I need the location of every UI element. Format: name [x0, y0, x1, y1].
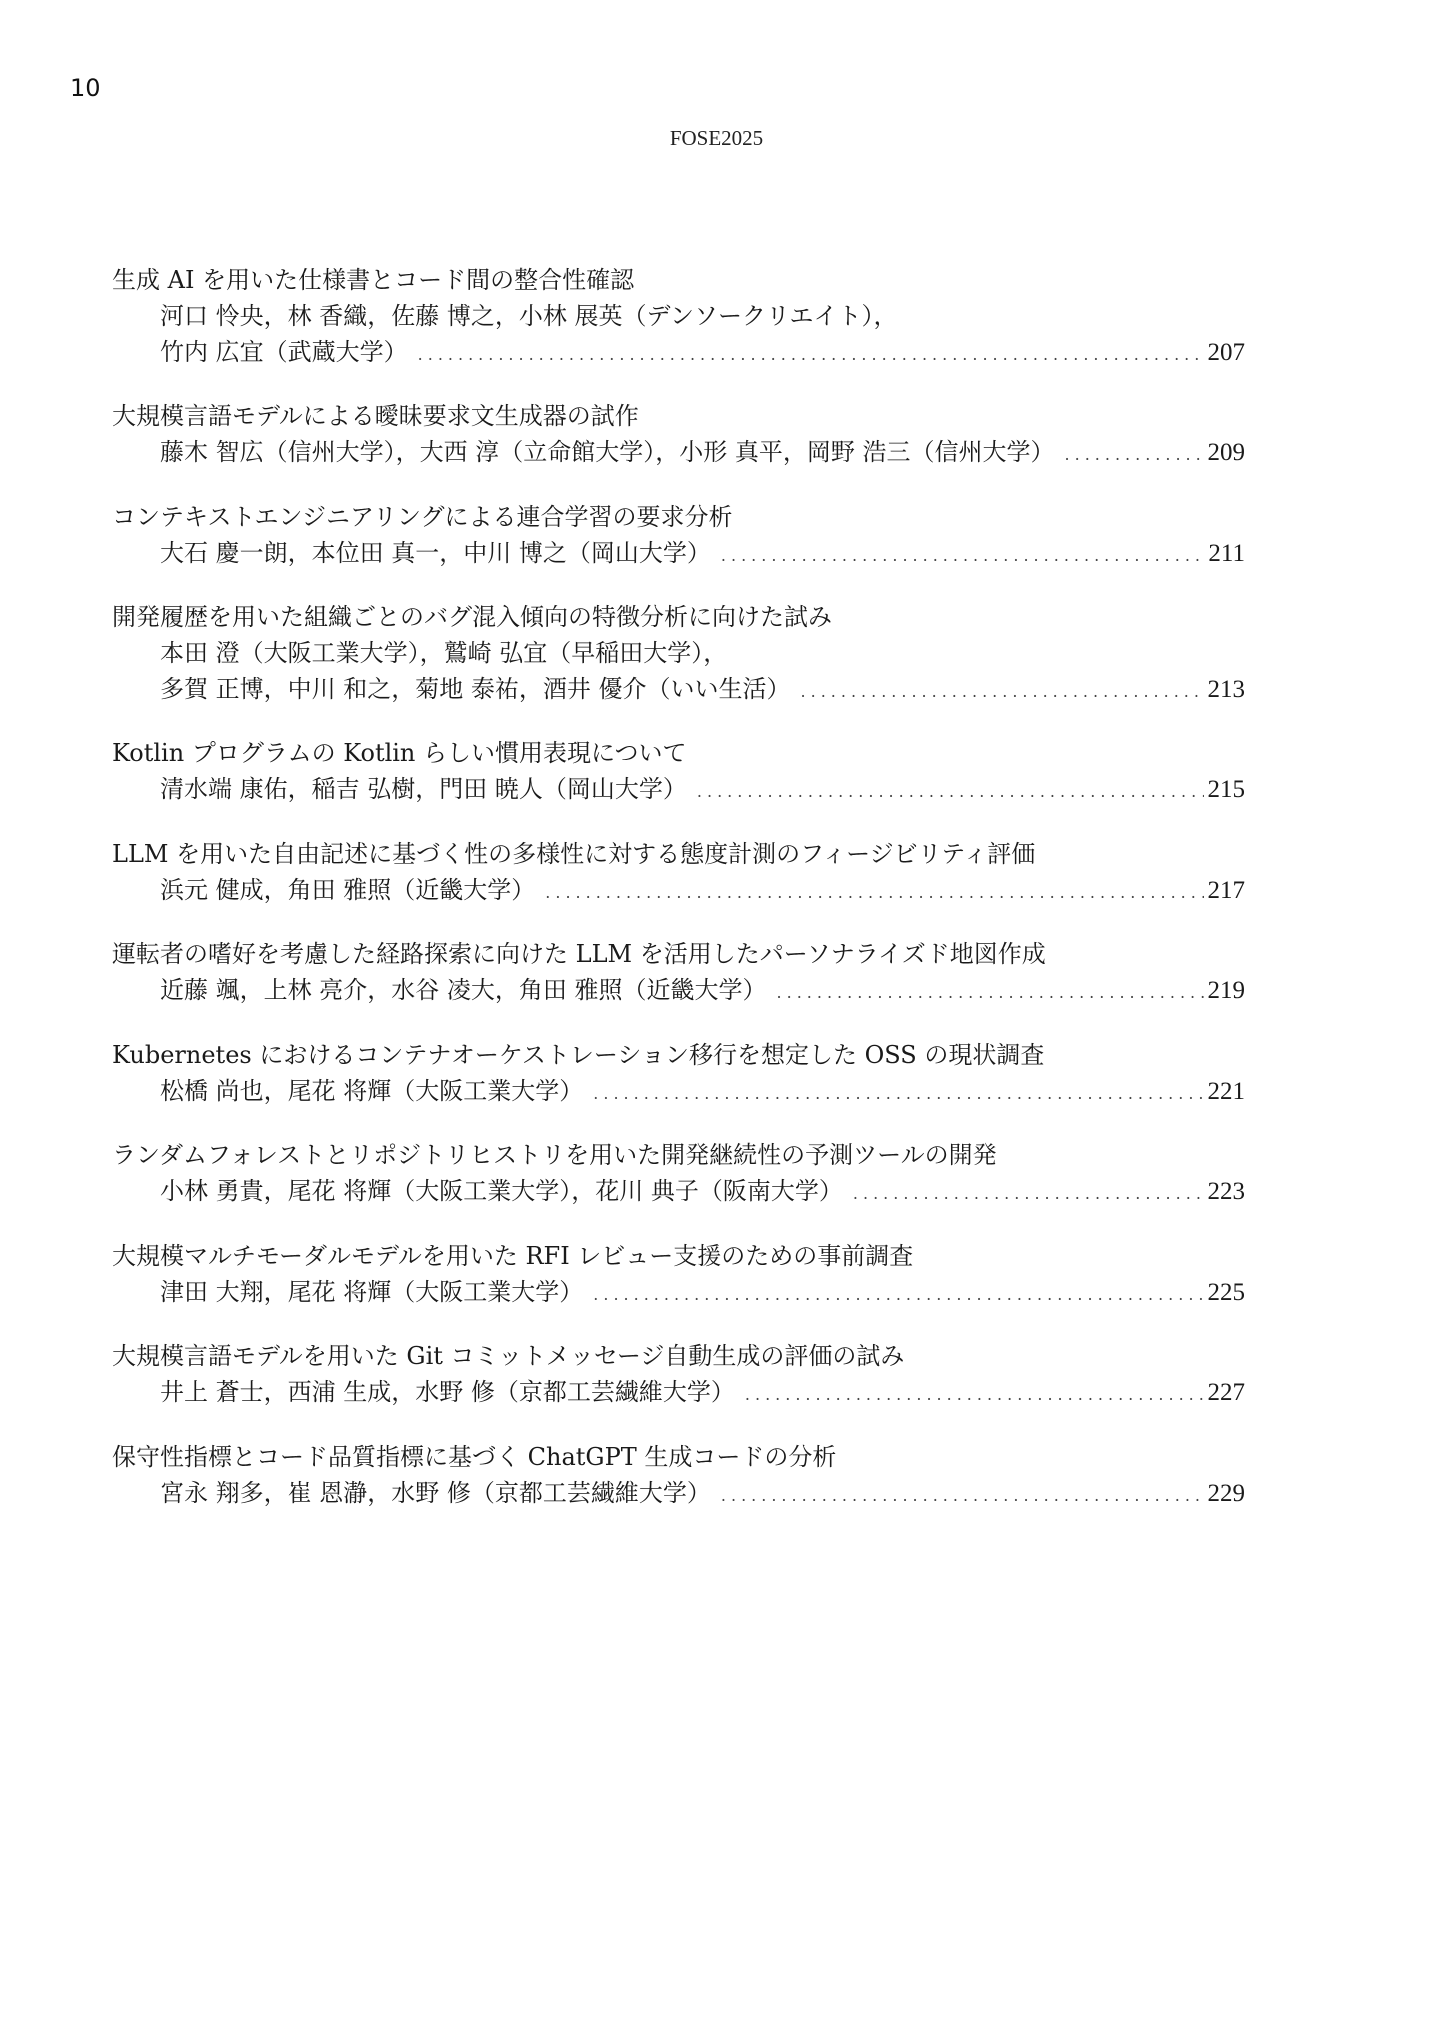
toc-entry-page-number: 225	[1207, 1278, 1245, 1306]
toc-entry-page-number: 211	[1208, 539, 1245, 567]
toc-entry-page-number: 219	[1207, 977, 1245, 1004]
dot-leader	[801, 674, 1204, 710]
toc-entry-title: コンテキストエンジニアリングによる連合学習の要求分析	[112, 502, 733, 531]
toc-entry	[112, 499, 1245, 600]
toc-entry-authors: 竹内 広宜（武蔵大学）	[160, 338, 408, 366]
toc-entry	[112, 936, 1245, 1037]
toc-entry-page-number: 217	[1207, 876, 1245, 904]
dot-leader	[745, 1377, 1204, 1413]
toc-entry	[112, 1338, 1245, 1439]
toc-entry	[112, 836, 1245, 937]
dot-leader	[721, 538, 1205, 574]
toc-entry-page-number: 221	[1207, 1077, 1245, 1105]
page-number: 10	[70, 74, 101, 102]
toc-entry	[112, 599, 1245, 735]
toc-entry-authors: 小林 勇貴，尾花 将輝（大阪工業大学），花川 典子（阪南大学）	[160, 1177, 843, 1205]
toc-entry-authors: 清水端 康佑，稲吉 弘樹，門田 暁人（岡山大学）	[160, 775, 687, 803]
toc-entry	[112, 1137, 1245, 1238]
dot-leader	[853, 1176, 1204, 1212]
toc-entry-authors: 藤木 智広（信州大学），大西 淳（立命館大学），小形 真平，岡野 浩三（信州大学）	[160, 438, 1055, 466]
toc-entry-authors: 本田 澄（大阪工業大学），鷲崎 弘宜（早稲田大学），	[160, 639, 728, 667]
toc-entry-authors: 多賀 正博，中川 和之，菊地 泰祐，酒井 優介（いい生活）	[160, 675, 791, 703]
toc-entry-authors: 近藤 颯，上林 亮介，水谷 凌大，角田 雅照（近畿大学）	[160, 976, 767, 1004]
toc-entry-title: 運転者の嗜好を考慮した経路探索に向けた LLM を活用したパーソナライズド地図作成	[112, 940, 1046, 968]
toc-entry-authors: 大石 慶一朗，本位田 真一，中川 博之（岡山大学）	[160, 538, 711, 567]
toc-entry-title: Kotlin プログラムの Kotlin らしい慣用表現について	[112, 739, 687, 767]
dot-leader	[593, 1277, 1203, 1313]
table-of-contents	[112, 262, 1245, 1539]
toc-entry-title: Kubernetes におけるコンテナオーケストレーション移行を想定した OSS の現状調査	[112, 1040, 1045, 1069]
toc-entry-authors: 浜元 健成，角田 雅照（近畿大学）	[160, 875, 536, 904]
toc-entry-authors: 井上 蒼士，西浦 生成，水野 修（京都工芸繊維大学）	[160, 1378, 735, 1406]
dot-leader	[777, 975, 1204, 1011]
toc-entry-title: 保守性指標とコード品質指標に基づく ChatGPT 生成コードの分析	[112, 1442, 837, 1471]
toc-entry	[112, 1439, 1245, 1540]
toc-entry-title: 大規模言語モデルによる曖昧要求文生成器の試作	[112, 402, 639, 430]
dot-leader	[418, 337, 1204, 373]
dot-leader	[1065, 437, 1204, 473]
toc-entry-page-number: 207	[1207, 339, 1245, 366]
toc-entry-title: 生成 AI を用いた仕様書とコード間の整合性確認	[112, 266, 635, 294]
toc-entry-authors: 河口 怜央，林 香織，佐藤 博之，小林 展英（デンソークリエイト），	[160, 302, 898, 330]
toc-entry-authors: 松橋 尚也，尾花 将輝（大阪工業大学）	[160, 1076, 584, 1105]
toc-entry	[112, 735, 1245, 836]
toc-entry-page-number: 227	[1207, 1379, 1245, 1406]
toc-entry-page-number: 213	[1207, 676, 1245, 703]
toc-entry-title: ランダムフォレストとリポジトリヒストリを用いた開発継続性の予測ツールの開発	[112, 1141, 997, 1169]
toc-entry-authors: 宮永 翔多，崔 恩瀞，水野 修（京都工芸繊維大学）	[160, 1478, 711, 1507]
dot-leader	[545, 875, 1203, 911]
toc-entry-title: 大規模マルチモーダルモデルを用いた RFI レビュー支援のための事前調査	[112, 1241, 914, 1270]
toc-entry	[112, 1238, 1245, 1339]
toc-entry-page-number: 229	[1207, 1479, 1245, 1507]
toc-entry-title: 大規模言語モデルを用いた Git コミットメッセージ自動生成の評価の試み	[112, 1342, 905, 1370]
toc-entry-page-number: 209	[1207, 439, 1245, 466]
toc-entry-title: 開発履歴を用いた組織ごとのバグ混入傾向の特徴分析に向けた試み	[112, 603, 832, 631]
dot-leader	[697, 774, 1204, 810]
dot-leader	[593, 1076, 1203, 1112]
toc-entry-page-number: 223	[1207, 1178, 1245, 1205]
toc-entry-page-number: 215	[1207, 776, 1245, 803]
toc-entry	[112, 262, 1245, 398]
running-header: FOSE2025	[669, 126, 764, 150]
toc-entry	[112, 1037, 1245, 1138]
toc-entry	[112, 398, 1245, 499]
dot-leader	[721, 1478, 1204, 1514]
toc-entry-title: LLM を用いた自由記述に基づく性の多様性に対する態度計測のフィージビリティ評価	[112, 839, 1036, 868]
toc-entry-authors: 津田 大翔，尾花 将輝（大阪工業大学）	[160, 1277, 584, 1306]
